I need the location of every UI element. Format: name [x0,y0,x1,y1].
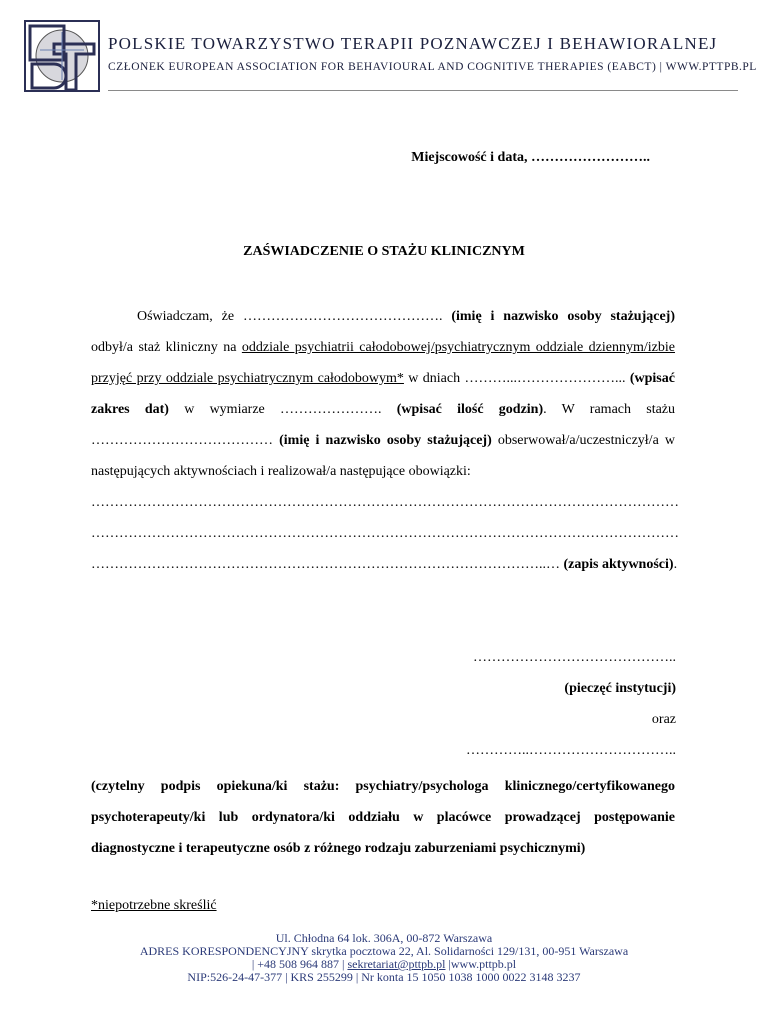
header-divider [108,90,738,91]
body-text-4: w wymiarze …………………. [168,402,397,417]
body-text-2: odbył/a staż kliniczny na [91,340,242,355]
document-title: ZAŚWIADCZENIE O STAŻU KLINICZNYM [243,244,525,259]
signature-description: (czytelny podpis opiekuna/ki stażu: psychiatry/psychologa klinicznego/certyfikowanego psychoterapeuty/ki lub ordynatora/ki oddziału w placówce prowadzącej postępowanie diagnostyczne i terapeutyczne osób z różnego rodzaju zaburzeniami psychicznymi) [91,779,675,856]
dotted-line-3-dots: ……………………………………………………………………………………..… [91,557,564,572]
footer-email: sekretariat@pttpb.pl [347,957,446,971]
footer-line-1: Ul. Chłodna 64 lok. 306A, 00-872 Warszawa [275,931,493,945]
body-bold-1: (imię i nazwisko osoby stażującej) [451,309,676,324]
footer-line-2: ADRES KORESPONDENCYJNY skrytka pocztowa 22, Al. Solidarności 129/131, 00-951 Warszawa [139,944,629,958]
signature-dotted-line: …………..………………………….. [466,743,676,758]
activity-note: (zapis aktywności) [563,557,674,572]
footer-address [0,932,768,984]
ward-options: oddziale psychiatrii całodobowej/psychiatrycznym oddziale dziennym/izbie przyjęć przy oddziale psychiatrycznym całodobowym* [91,340,675,386]
dotted-line-2: ……………………………………………………………………………………………………………… [91,526,679,541]
dotted-line-1: ……………………………………………………………………………………………………………… [91,495,679,510]
dotted-line-3 [91,549,678,580]
body-bold-5: (imię i nazwisko osoby stażującej) [279,433,492,448]
body-bold-4: (wpisać ilość godzin) [396,402,544,417]
body-bold-3: (wpisać zakres dat) [91,371,675,417]
stamp-label: (pieczęć instytucji) [564,681,676,696]
certificate-body [91,301,679,580]
body-text-5: . W ramach stażu ………………………………… [91,402,676,448]
oraz-label: oraz [651,712,676,727]
organization-name: POLSKIE TOWARZYSTWO TERAPII POZNAWCZEJ I BEHAWIORALNEJ [108,34,718,53]
body-text-3: w dniach ………...…………………... [403,371,630,386]
footer-website: |www.pttpb.pl [445,957,517,971]
body-text-1: Oświadczam, że ……………………………………. [137,309,452,324]
organization-subtitle: CZŁONEK EUROPEAN ASSOCIATION FOR BEHAVIOURAL AND COGNITIVE THERAPIES (EABCT) | WWW.PTTPB.PL [108,61,757,73]
footnote: *niepotrzebne skreślić [91,898,217,913]
stamp-dotted-line: …………………………………….. [473,650,676,665]
pttpb-logo [24,20,100,92]
dotted-line-3-end: . [673,557,678,572]
body-text-6: obserwował/a/uczestniczył/a w następujących aktywnościach i realizował/a następujące obowiązki: [91,433,676,479]
footer-line-4: NIP:526-24-47-377 | KRS 255299 | Nr konta 15 1050 1038 1000 0022 3148 3237 [187,970,581,984]
letterhead [24,20,757,94]
footer-phone: | +48 508 964 887 | [251,957,348,971]
place-and-date: Miejscowość i data, …………………….. [411,150,650,165]
